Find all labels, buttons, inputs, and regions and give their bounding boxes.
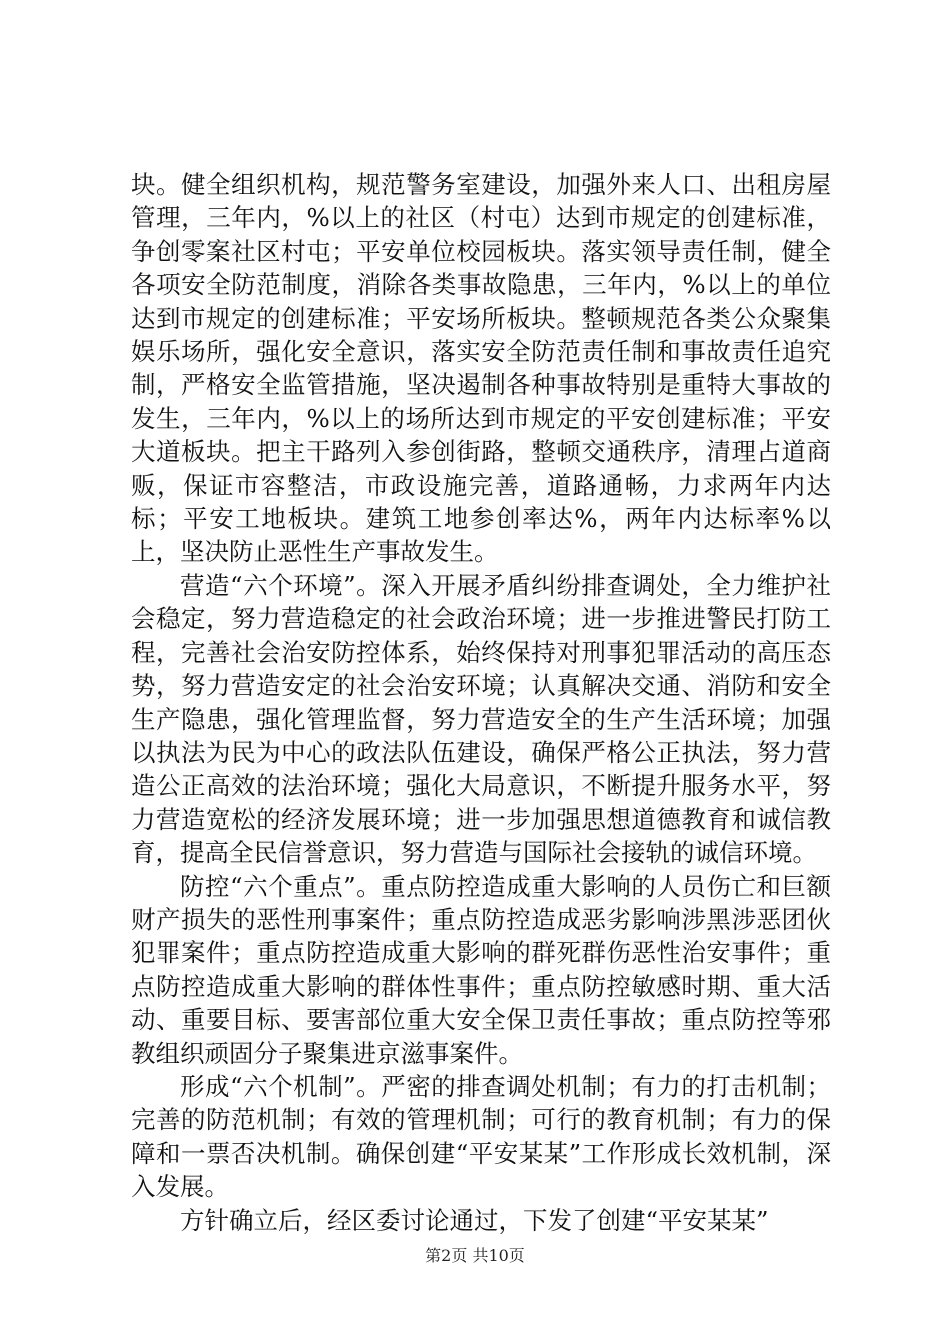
body-text	[131, 168, 831, 1237]
paragraph-5: 方针确立后，经区委讨论通过，下发了创建“平安某某”	[180, 1205, 769, 1235]
paragraph-1: 块。健全组织机构，规范警务室建设，加强外来人口、出租房屋管理，三年内，%以上的社区（村屯）达到市规定的创建标准，争创零案社区村屯；平安单位校园板块。落实领导责任制，健全各项安全防范制度，消除各类事故隐患，三年内，%以上的单位达到市规定的创建标准；平安场所板块。整顿规范各类公众聚集娱乐场所，强化安全意识，落实安全防范责任制和事故责任追究制，严格安全监管措施，坚决遏制各种事故特别是重特大事故的发生，三年内，%以上的场所达到市规定的平安创建标准；平安大道板块。把主干路列入参创街路，整顿交通秩序，清理占道商贩，保证市容整洁，市政设施完善，道路通畅，力求两年内达标；平安工地板块。建筑工地参创率达%，两年内达标率%以上，坚决防止恶性生产事故发生。	[131, 170, 831, 567]
paragraph-2: 营造“六个环境”。深入开展矛盾纠纷排查调处，全力维护社会稳定，努力营造稳定的社会政治环境；进一步推进警民打防工程，完善社会治安防控体系，始终保持对刑事犯罪活动的高压态势，努力营造安定的社会治安环境；认真解决交通、消防和安全生产隐患，强化管理监督，努力营造安全的生产生活环境；加强以执法为民为中心的政法队伍建设，确保严格公正执法，努力营造公正高效的法治环境；强化大局意识，不断提升服务水平，努力营造宽松的经济发展环境；进一步加强思想道德教育和诚信教育，提高全民信誉意识，努力营造与国际社会接轨的诚信环境。	[131, 570, 831, 868]
paragraph-3: 防控“六个重点”。重点防控造成重大影响的人员伤亡和巨额财产损失的恶性刑事案件；重点防控造成恶劣影响涉黑涉恶团伙犯罪案件；重点防控造成重大影响的群死群伤恶性治安事件；重点防控造成重大影响的群体性事件；重点防控敏感时期、重大活动、重要目标、要害部位重大安全保卫责任事故；重点防控等邪教组织顽固分子聚集进京滋事案件。	[131, 871, 831, 1068]
paragraph-4: 形成“六个机制”。严密的排查调处机制；有力的打击机制；完善的防范机制；有效的管理机制；可行的教育机制；有力的保障和一票否决机制。确保创建“平安某某”工作形成长效机制，深入发展。	[131, 1071, 831, 1202]
page-number-footer: 第2页 共10页	[425, 1246, 525, 1265]
